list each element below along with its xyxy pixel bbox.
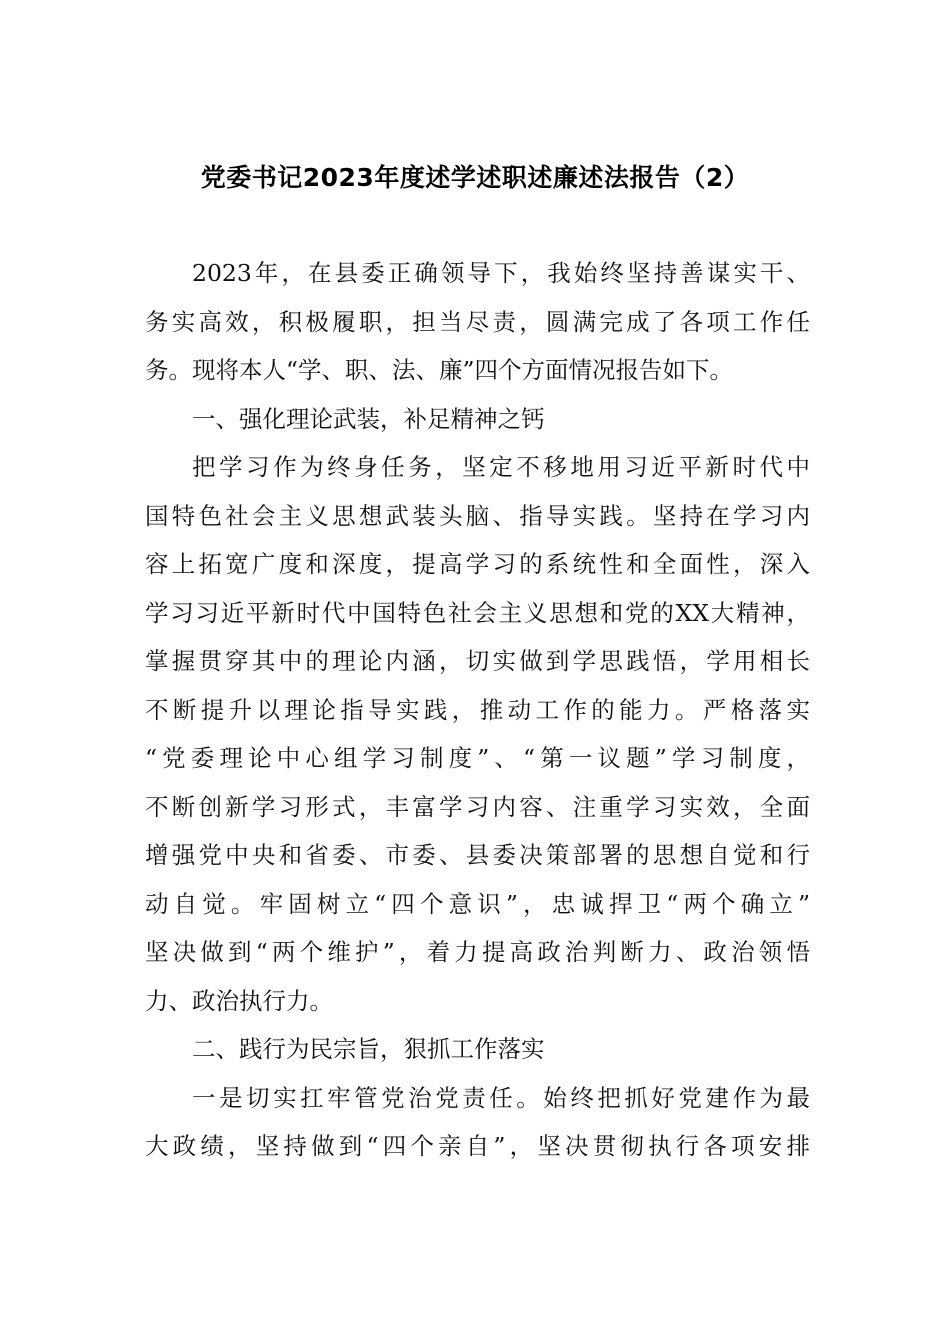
- section-heading-1: 一、强化理论武装，补足精神之钙: [192, 404, 545, 433]
- paragraph-line: 掌握贯穿其中的理论内涵，切实做到学思践悟，学用相长: [145, 647, 810, 675]
- paragraph-line: 务。现将本人“学、职、法、廉”四个方面情况报告如下。: [145, 356, 734, 384]
- paragraph-line: 容上拓宽广度和深度，提高学习的系统性和全面性，深入: [145, 550, 810, 578]
- paragraph-line: 不断创新学习形式，丰富学习内容、注重学习实效，全面: [145, 792, 810, 821]
- paragraph-line: 坚决做到“两个维护”，着力提高政治判断力、政治领悟: [145, 938, 810, 966]
- document-title: 党委书记2023年度述学述职述廉述法报告（2）: [200, 163, 750, 192]
- paragraph-line: 动自觉。牢固树立“四个意识”，忠诚捍卫“两个确立”: [145, 889, 810, 918]
- paragraph-line: 国特色社会主义思想武装头脑、指导实践。坚持在学习内: [145, 501, 810, 530]
- paragraph-line: 力、政治执行力。: [145, 986, 333, 1015]
- paragraph-line: “党委理论中心组学习制度”、“第一议题”学习制度，: [145, 744, 810, 772]
- section-heading-2: 二、践行为民宗旨，狠抓工作落实: [192, 1035, 545, 1063]
- paragraph-line: 一是切实扛牢管党治党责任。始终把抓好党建作为最: [192, 1083, 810, 1112]
- paragraph-line: 不断提升以理论指导实践，推动工作的能力。严格落实: [145, 695, 810, 724]
- paragraph-line: 大政绩，坚持做到“四个亲自”，坚决贯彻执行各项安排: [145, 1132, 810, 1160]
- paragraph-line: 学习习近平新时代中国特色社会主义思想和党的XX大精神，: [145, 598, 810, 627]
- paragraph-line: 2023年，在县委正确领导下，我始终坚持善谋实干、: [192, 259, 810, 287]
- paragraph-line: 把学习作为终身任务，坚定不移地用习近平新时代中: [192, 453, 810, 481]
- paragraph-line: 务实高效，积极履职，担当尽责，圆满完成了各项工作任: [145, 307, 810, 336]
- paragraph-line: 增强党中央和省委、市委、县委决策部署的思想自觉和行: [145, 841, 810, 869]
- document-body: [145, 249, 810, 1171]
